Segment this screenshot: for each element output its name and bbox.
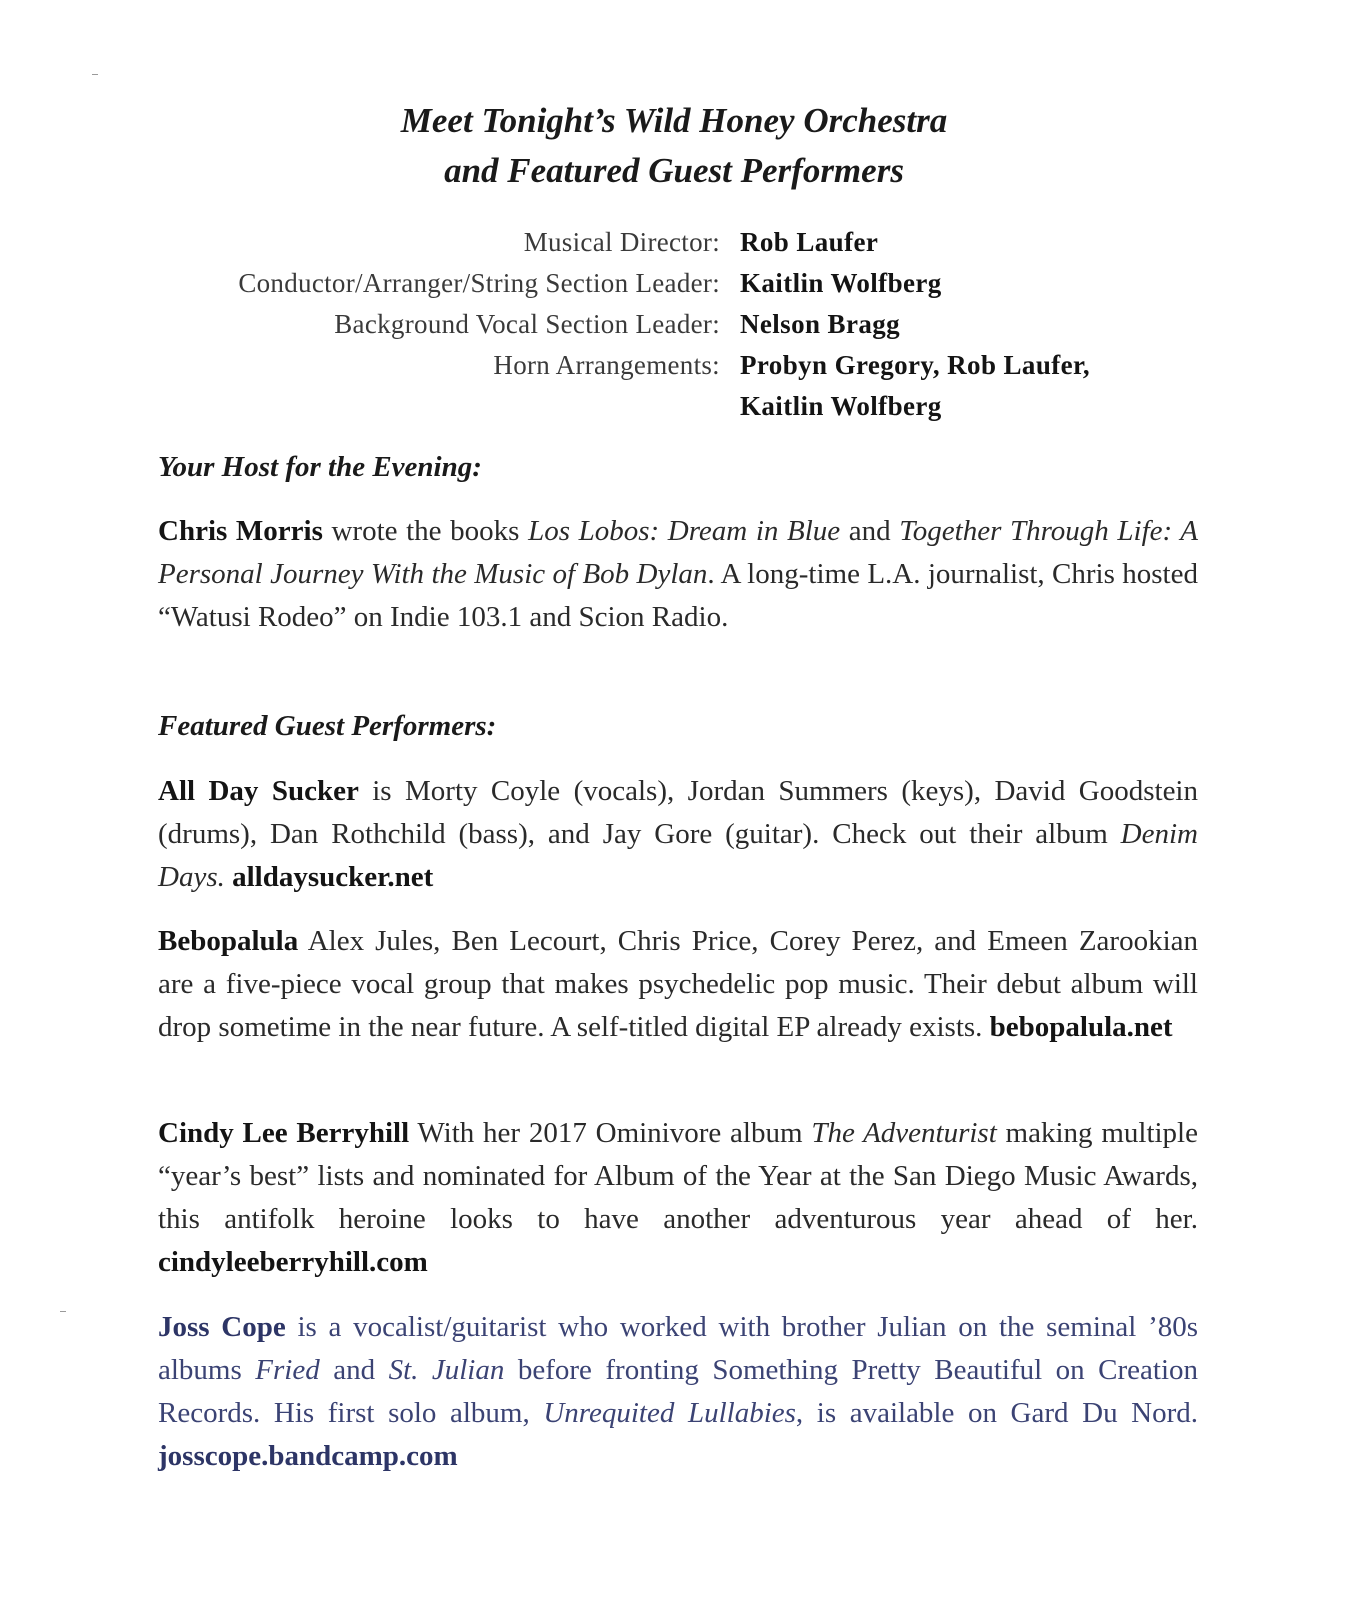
host-heading: Your Host for the Evening:	[158, 451, 482, 483]
guest-all-day-sucker	[158, 770, 1198, 899]
credit-role: Conductor/Arranger/String Section Leader:	[238, 268, 720, 298]
title-line-1: Meet Tonight’s Wild Honey Orchestra	[400, 101, 948, 140]
credit-row	[0, 386, 1348, 427]
website-url: cindyleeberryhill.com	[158, 1246, 428, 1278]
host-section	[158, 447, 1198, 487]
guest-name: Cindy Lee Berryhill	[158, 1117, 410, 1149]
bio-text: With her 2017 Ominivore album	[409, 1117, 812, 1149]
credit-name: Nelson Bragg	[740, 309, 901, 339]
scan-speck	[92, 74, 98, 75]
website-url: alldaysucker.net	[232, 861, 434, 893]
orchestra-credits	[0, 222, 1348, 427]
guest-cindy-lee-berryhill	[158, 1112, 1198, 1284]
bio-text: . A long-time L.A. journalist, Chris hosted “Watusi Rodeo” on Indie 103.1 and Scion Radio.	[158, 558, 1198, 633]
album-title: Unrequited Lullabies	[543, 1397, 796, 1429]
guest-paragraph	[158, 1306, 1198, 1478]
credit-name: Kaitlin Wolfberg	[740, 268, 942, 298]
bio-text: and	[840, 515, 900, 547]
album-title: Denim Days.	[158, 818, 1198, 893]
credit-role: Background Vocal Section Leader:	[334, 309, 720, 339]
guests-heading: Featured Guest Performers:	[158, 710, 497, 742]
guest-paragraph	[158, 1112, 1198, 1284]
album-title: The Adventurist	[811, 1117, 997, 1149]
credit-row	[0, 222, 1348, 263]
website-url: bebopalula.net	[989, 1011, 1173, 1043]
credit-name: Rob Laufer	[740, 227, 879, 257]
bio-text: Alex Jules, Ben Lecourt, Chris Price, Corey Perez, and Emeen Zarookian are a five-piece vocal group that makes psychedelic pop music. Their debut album will drop sometime in the near future. A self-titled digital EP already exists.	[158, 925, 1198, 1043]
bio-text: wrote the books	[322, 515, 529, 547]
title-line-2: and Featured Guest Performers	[444, 151, 904, 190]
host-bio	[158, 510, 1198, 639]
credit-role: Horn Arrangements:	[493, 350, 720, 380]
bio-text: before fronting Something Pretty Beautiful on Creation Records. His first solo album,	[158, 1354, 1199, 1429]
credit-role: Musical Director:	[523, 227, 720, 257]
bio-text: is Morty Coyle (vocals), Jordan Summers (keys), David Goodstein (drums), Dan Rothchild (bass), and Jay Gore (guitar). Check out their album	[158, 775, 1198, 850]
page-title	[0, 96, 1348, 196]
credit-name: Kaitlin Wolfberg	[740, 391, 942, 421]
credit-role	[0, 386, 740, 427]
guest-bebopalula	[158, 920, 1198, 1049]
guest-paragraph	[158, 920, 1198, 1049]
credit-row	[0, 263, 1348, 304]
book-title: Together Through Life: A Personal Journey With the Music of Bob Dylan	[158, 515, 1198, 590]
website-url: josscope.bandcamp.com	[158, 1440, 458, 1472]
bio-text: is a vocalist/guitarist who worked with brother Julian on the seminal ’80s albums	[158, 1311, 1199, 1386]
credit-row	[0, 304, 1348, 345]
bio-text: making multiple “year’s best” lists and nominated for Album of the Year at the San Diego Music Awards, this antifolk heroine looks to have another adventurous year ahead of her.	[158, 1117, 1198, 1235]
scan-speck	[60, 1311, 66, 1312]
guest-paragraph	[158, 770, 1198, 899]
guest-name: Bebopalula	[158, 925, 299, 957]
credit-row	[0, 345, 1348, 386]
book-title: Los Lobos: Dream in Blue	[528, 515, 841, 547]
guest-name: Joss Cope	[158, 1311, 286, 1343]
guest-joss-cope	[158, 1306, 1198, 1478]
guests-section	[158, 706, 1198, 746]
host-paragraph	[158, 510, 1198, 639]
credit-name: Probyn Gregory, Rob Laufer,	[740, 350, 1091, 380]
album-title: Fried	[255, 1354, 320, 1386]
bio-text: , is available on Gard Du Nord.	[795, 1397, 1199, 1429]
host-name: Chris Morris	[158, 515, 323, 547]
guest-name: All Day Sucker	[158, 775, 359, 807]
album-title: St. Julian	[388, 1354, 505, 1386]
bio-text: and	[319, 1354, 389, 1386]
